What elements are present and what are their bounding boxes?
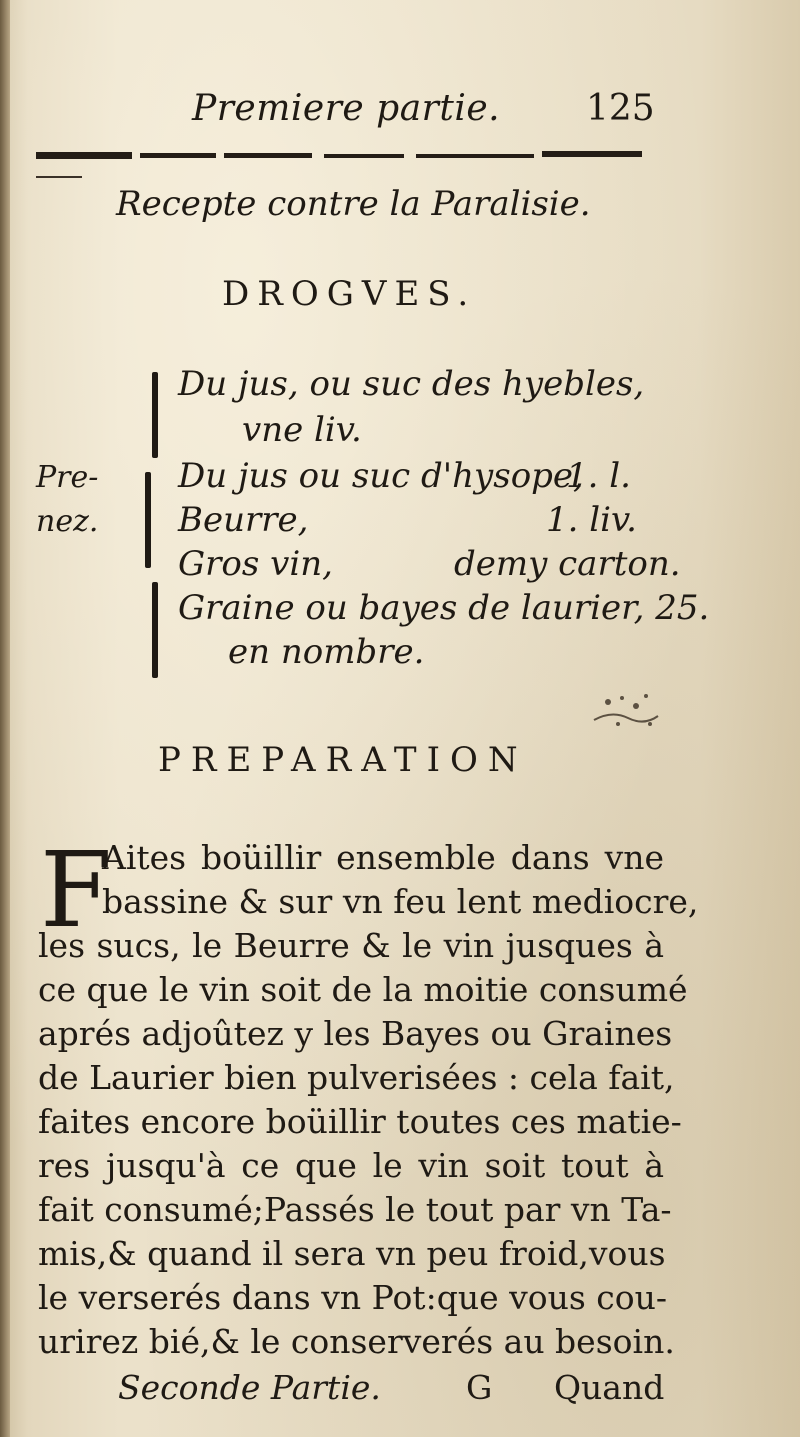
footer-signature: Seconde Partie. [118,1368,381,1407]
drug-item-qty: 1. l. [566,456,631,496]
text-line: faites encore boüillir toutes ces matie- [38,1102,682,1141]
rule-tick [36,176,82,178]
drug-item-name: Beurre, [178,500,309,540]
page-header [0,88,800,138]
bracket-upper [152,372,158,458]
recipe-title: Recepte contre la Paralisie. [116,184,591,224]
page-number: 125 [586,88,655,129]
drug-item-qty: demy carton. [454,544,681,584]
text-line: urirez bié,& le conserverés au besoin. [38,1322,675,1361]
drug-item-name: Du jus, ou suc des hyebles, [178,364,645,404]
text-line: les sucs, le Beurre & le vin jusques à [38,926,664,965]
bracket-lower [152,582,158,678]
margin-note-line1: Pre- [36,460,99,495]
drugs-heading: DROGVES. [222,274,477,314]
header-rule [36,148,642,164]
drug-item-qty: 1. liv. [546,500,637,540]
book-spine-shadow [0,0,10,1437]
printer-ornament-icon [588,688,660,732]
running-title: Premiere partie. [192,88,501,129]
text-line: fait consumé;Passés le tout par vn Ta- [38,1190,672,1229]
text-line: ce que le vin soit de la moitie consumé [38,970,688,1009]
text-line: Aites boüillir ensemble dans vne [102,838,664,877]
footer-signature-letter: G [466,1368,493,1407]
drugs-list [0,360,800,680]
drug-item-name: Du jus ou suc d'hysope, [178,456,584,496]
drug-item-name: Graine ou bayes de laurier, 25. [178,588,710,628]
drop-cap: F [40,829,113,951]
text-line: mis,& quand il sera vn peu froid,vous [38,1234,666,1273]
footer-catchword: Quand [554,1368,665,1407]
text-line: bassine & sur vn feu lent mediocre, [102,882,699,921]
text-line: de Laurier bien pulverisées : cela fait, [38,1058,675,1097]
drug-item-name: en nombre. [228,632,425,672]
drug-item-name: Gros vin, [178,544,333,584]
text-line: aprés adjoûtez y les Bayes ou Graines [38,1014,673,1053]
margin-note-line2: nez. [36,504,99,539]
preparation-heading: PREPARATION [158,740,528,780]
text-line: le verserés dans vn Pot:que vous cou- [38,1278,668,1317]
drug-item-name: vne liv. [242,410,362,450]
text-line: res jusqu'à ce que le vin soit tout à [38,1146,664,1185]
bracket-middle [145,472,151,568]
